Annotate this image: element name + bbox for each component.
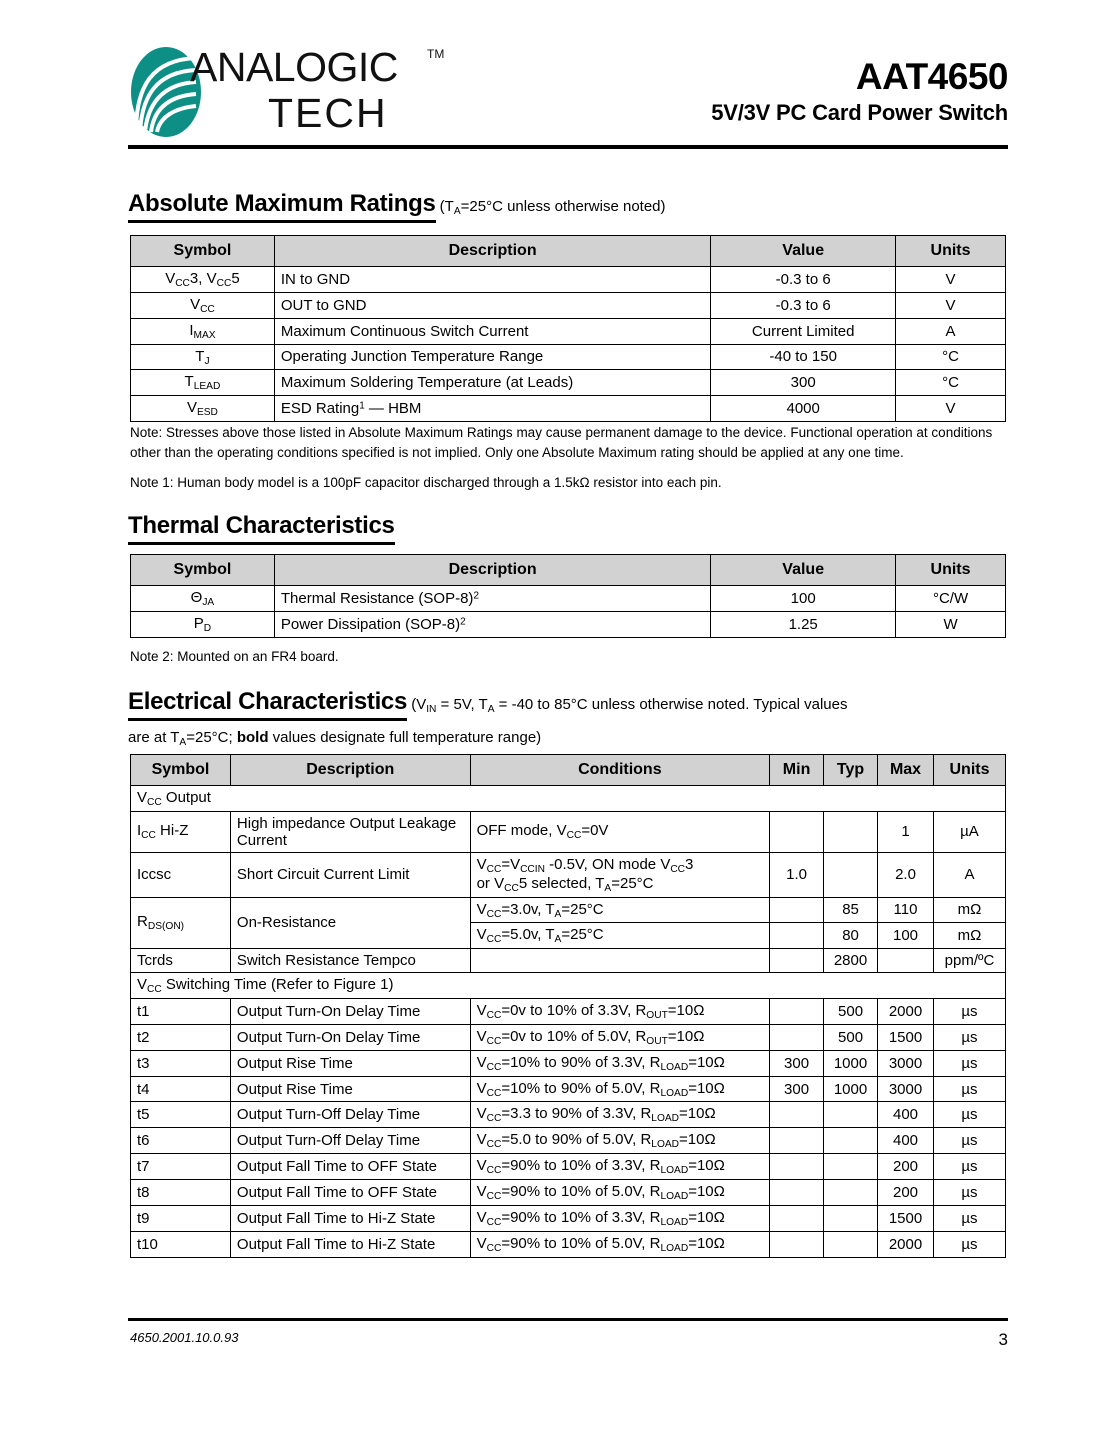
cell-typ (824, 1179, 878, 1205)
cell-conditions: $V_{CC}=0v$ to 10% of 5.0V, $R_{OUT}=10\Omega$ (470, 1024, 770, 1050)
table-row (131, 370, 1006, 396)
cell-description: On-Resistance (230, 897, 470, 949)
cell-min (770, 999, 824, 1025)
table-row (131, 897, 1006, 923)
table-row (131, 586, 1006, 612)
heading-thermal: Thermal Characteristics (128, 512, 395, 545)
cell-description: Short Circuit Current Limit (230, 852, 470, 897)
table-row (131, 999, 1006, 1025)
cell-symbol: t10 (131, 1231, 231, 1257)
cell-max: 400 (878, 1102, 934, 1128)
column-header: Symbol (131, 755, 231, 786)
cell-description: Power Dissipation $(SOP-8)^2$ (274, 611, 710, 637)
table-row (131, 1231, 1006, 1257)
cell-max: 2.0 (878, 852, 934, 897)
note-1: Note 1: Human body model is a 100pF capacitor discharged through a 1.5kΩ resistor into each pin. (130, 475, 722, 490)
cell-symbol: Iccsc (131, 852, 231, 897)
cell-symbol: $V_{CC}3$, $V_{CC}5$ (131, 267, 275, 293)
cell-conditions: $V_{CC}=V_{CCIN}$ -0.5V, ON mode $V_{CC}3$ or $V_{CC}5$ selected, $T_A=25^\circ C$ (470, 852, 770, 897)
cell-units: V (896, 292, 1006, 318)
cell-symbol: t4 (131, 1076, 231, 1102)
column-header: Units (896, 236, 1006, 267)
cell-symbol: $V_{ESD}$ (131, 396, 275, 422)
table-header-row (131, 236, 1006, 267)
cell-max: 3000 (878, 1076, 934, 1102)
cell-units: µs (933, 1024, 1005, 1050)
table-header-row (131, 555, 1006, 586)
table-row (131, 344, 1006, 370)
cell-units: µs (933, 1076, 1005, 1102)
cell-units: µA (933, 811, 1005, 852)
cell-symbol: t9 (131, 1205, 231, 1231)
note-2: Note 2: Mounted on an FR4 board. (130, 649, 339, 664)
cell-conditions: $V_{CC}=10\%$ to 90% of 3.3V, $R_{LOAD}=10\Omega$ (470, 1050, 770, 1076)
heading-electrical: Electrical Characteristics (128, 688, 407, 721)
cell-typ: 80 (824, 923, 878, 949)
cell-min: 1.0 (770, 852, 824, 897)
table-row (131, 396, 1006, 422)
cell-description: High impedance Output Leakage Current (230, 811, 470, 852)
table-row (131, 1179, 1006, 1205)
cell-symbol: $P_D$ (131, 611, 275, 637)
cell-description: ESD Rating$^1$ — HBM (274, 396, 710, 422)
cell-typ (824, 1128, 878, 1154)
electrical-table-wrap (130, 754, 1006, 1258)
cell-units: µs (933, 1154, 1005, 1180)
cell-description: Maximum Continuous Switch Current (274, 318, 710, 344)
cell-description: OUT to GND (274, 292, 710, 318)
logo-trademark-icon: TM (427, 47, 445, 61)
column-header: Max (878, 755, 934, 786)
cell-symbol: $T_J$ (131, 344, 275, 370)
cell-symbol: t3 (131, 1050, 231, 1076)
cell-description: Switch Resistance Tempco (230, 949, 470, 973)
cell-units: W (896, 611, 1006, 637)
cell-min (770, 1128, 824, 1154)
column-header: Conditions (470, 755, 770, 786)
cell-conditions: OFF mode, $V_{CC}=0V$ (470, 811, 770, 852)
cell-description: Thermal Resistance $(SOP-8)^2$ (274, 586, 710, 612)
cell-units: µs (933, 1231, 1005, 1257)
footer-page-number: 3 (998, 1330, 1008, 1349)
table-group-row (131, 973, 1006, 999)
heading-absolute-max: Absolute Maximum Ratings (128, 190, 436, 223)
cell-value: 1.25 (711, 611, 896, 637)
page-header (128, 38, 1008, 150)
cell-units: mΩ (933, 897, 1005, 923)
table-row (131, 1102, 1006, 1128)
cell-min (770, 1154, 824, 1180)
table-row (131, 1076, 1006, 1102)
cell-conditions: $V_{CC}=0v$ to 10% of 3.3V, $R_{OUT}=10\Omega$ (470, 999, 770, 1025)
column-header: Description (274, 555, 710, 586)
cell-max (878, 949, 934, 973)
cell-symbol: t2 (131, 1024, 231, 1050)
cell-max: 2000 (878, 1231, 934, 1257)
cell-symbol: $T_{LEAD}$ (131, 370, 275, 396)
cell-max: 110 (878, 897, 934, 923)
cell-max: 200 (878, 1154, 934, 1180)
footer-doc-id: 4650.2001.10.0.93 (130, 1330, 239, 1345)
company-logo (128, 42, 445, 150)
cell-max: 100 (878, 923, 934, 949)
cell-max: 200 (878, 1179, 934, 1205)
cell-description: Output Rise Time (230, 1076, 470, 1102)
column-header: Typ (824, 755, 878, 786)
logo-wordmark (190, 42, 445, 148)
table-row (131, 1050, 1006, 1076)
cell-value: Current Limited (711, 318, 896, 344)
cell-typ (824, 1231, 878, 1257)
table-header-row (131, 755, 1006, 786)
cell-max: 2000 (878, 999, 934, 1025)
column-header: Value (711, 555, 896, 586)
cell-min: 300 (770, 1076, 824, 1102)
heading-electrical-note-line1: ($V_{IN} = 5V$, $T_A = -40$ to 85°C unless otherwise noted. Typical values (407, 696, 848, 715)
cell-min (770, 923, 824, 949)
cell-description: Output Fall Time to Hi-Z State (230, 1231, 470, 1257)
absolute-max-table-wrap (130, 235, 1006, 422)
cell-value: -0.3 to 6 (711, 292, 896, 318)
cell-value: -0.3 to 6 (711, 267, 896, 293)
cell-min (770, 897, 824, 923)
column-header: Symbol (131, 236, 275, 267)
cell-min (770, 1024, 824, 1050)
cell-conditions: $V_{CC}=3.0v$, $T_A=25^\circ C$ (470, 897, 770, 923)
cell-units: ppm/ºC (933, 949, 1005, 973)
cell-units: µs (933, 1102, 1005, 1128)
cell-symbol: $I_{MAX}$ (131, 318, 275, 344)
cell-description: IN to GND (274, 267, 710, 293)
cell-typ: 1000 (824, 1050, 878, 1076)
cell-conditions: $V_{CC}=90\%$ to 10% of 3.3V, $R_{LOAD}=10\Omega$ (470, 1154, 770, 1180)
cell-units: µs (933, 1050, 1005, 1076)
cell-typ: 500 (824, 999, 878, 1025)
cell-min (770, 1179, 824, 1205)
cell-value: -40 to 150 (711, 344, 896, 370)
cell-typ: 2800 (824, 949, 878, 973)
cell-value: 100 (711, 586, 896, 612)
cell-description: Output Rise Time (230, 1050, 470, 1076)
cell-units: °C/W (896, 586, 1006, 612)
cell-value: 300 (711, 370, 896, 396)
column-header: Units (933, 755, 1005, 786)
cell-units: V (896, 267, 1006, 293)
section-absolute-maximum-ratings (128, 190, 1008, 223)
cell-units: µs (933, 1205, 1005, 1231)
electrical-table (130, 754, 1006, 1258)
cell-typ (824, 852, 878, 897)
cell-symbol: $R_{DS(ON)}$ (131, 897, 231, 949)
cell-typ (824, 811, 878, 852)
cell-units: µs (933, 1128, 1005, 1154)
note-absolute-max: Note: Stresses above those listed in Absolute Maximum Ratings may cause permanent damage to the device. Functional operation at conditions other than the operating conditions specified is not implied. Only one Absolute Maximum rating should be applied at any one time. (130, 425, 993, 460)
cell-min (770, 1231, 824, 1257)
cell-min (770, 949, 824, 973)
table-row (131, 949, 1006, 973)
cell-max: 1500 (878, 1024, 934, 1050)
footer-divider (128, 1318, 1008, 1321)
table-row (131, 811, 1006, 852)
column-header: Description (274, 236, 710, 267)
cell-conditions: $V_{CC}=90\%$ to 10% of 3.3V, $R_{LOAD}=10\Omega$ (470, 1205, 770, 1231)
column-header: Symbol (131, 555, 275, 586)
cell-conditions: $V_{CC}=90\%$ to 10% of 5.0V, $R_{LOAD}=10\Omega$ (470, 1231, 770, 1257)
table-row (131, 1154, 1006, 1180)
cell-symbol: t1 (131, 999, 231, 1025)
cell-max: 1 (878, 811, 934, 852)
column-header: Units (896, 555, 1006, 586)
cell-symbol: $\Theta_{JA}$ (131, 586, 275, 612)
cell-description: Output Turn-Off Delay Time (230, 1128, 470, 1154)
thermal-table (130, 554, 1006, 638)
column-header: Value (711, 236, 896, 267)
cell-symbol: t8 (131, 1179, 231, 1205)
table-row (131, 1205, 1006, 1231)
cell-typ (824, 1102, 878, 1128)
table-row (131, 611, 1006, 637)
cell-description: Output Fall Time to OFF State (230, 1179, 470, 1205)
header-divider (128, 145, 1008, 149)
cell-typ (824, 1154, 878, 1180)
cell-units: µs (933, 999, 1005, 1025)
heading-absolute-max-note: ($T_A=25^\circ C$ unless otherwise noted) (435, 198, 666, 217)
cell-min (770, 811, 824, 852)
cell-description: Output Fall Time to OFF State (230, 1154, 470, 1180)
thermal-table-wrap (130, 554, 1006, 638)
cell-description: Output Fall Time to Hi-Z State (230, 1205, 470, 1231)
cell-symbol: t5 (131, 1102, 231, 1128)
cell-typ: 1000 (824, 1076, 878, 1102)
section-thermal-characteristics (128, 512, 1008, 545)
cell-description: Maximum Soldering Temperature (at Leads) (274, 370, 710, 396)
cell-typ (824, 1205, 878, 1231)
cell-conditions: $V_{CC}=3.3$ to 90% of 3.3V, $R_{LOAD}=10\Omega$ (470, 1102, 770, 1128)
absolute-max-table (130, 235, 1006, 422)
cell-conditions: $V_{CC}=5.0v$, $T_A=25^\circ C$ (470, 923, 770, 949)
cell-description: Output Turn-Off Delay Time (230, 1102, 470, 1128)
cell-max: 1500 (878, 1205, 934, 1231)
heading-electrical-note-line2: are at $T_A=25^\circ C$; bold values designate full temperature range) (128, 729, 542, 748)
cell-units: °C (896, 344, 1006, 370)
cell-units: A (896, 318, 1006, 344)
cell-min (770, 1102, 824, 1128)
cell-conditions: $V_{CC}=90\%$ to 10% of 5.0V, $R_{LOAD}=10\Omega$ (470, 1179, 770, 1205)
cell-description: Output Turn-On Delay Time (230, 1024, 470, 1050)
column-header: Description (230, 755, 470, 786)
table-group-row (131, 786, 1006, 812)
part-subtitle: 5V/3V PC Card Power Switch (711, 100, 1008, 125)
cell-description: Operating Junction Temperature Range (274, 344, 710, 370)
table-row (131, 318, 1006, 344)
cell-min: 300 (770, 1050, 824, 1076)
cell-units: mΩ (933, 923, 1005, 949)
table-row (131, 267, 1006, 293)
cell-units: °C (896, 370, 1006, 396)
cell-symbol: t7 (131, 1154, 231, 1180)
cell-symbol: t6 (131, 1128, 231, 1154)
cell-group-label: $V_{CC}$ Output (131, 786, 1006, 812)
cell-min (770, 1205, 824, 1231)
cell-typ: 85 (824, 897, 878, 923)
cell-conditions: $V_{CC}=10\%$ to 90% of 5.0V, $R_{LOAD}=10\Omega$ (470, 1076, 770, 1102)
table-row (131, 292, 1006, 318)
section-electrical-characteristics (128, 688, 1008, 748)
column-header: Min (770, 755, 824, 786)
cell-symbol: $I_{CC}$ Hi-Z (131, 811, 231, 852)
table-row (131, 1128, 1006, 1154)
cell-units: V (896, 396, 1006, 422)
cell-conditions (470, 949, 770, 973)
cell-max: 3000 (878, 1050, 934, 1076)
cell-description: Output Turn-On Delay Time (230, 999, 470, 1025)
cell-value: 4000 (711, 396, 896, 422)
cell-max: 400 (878, 1128, 934, 1154)
cell-units: A (933, 852, 1005, 897)
cell-typ: 500 (824, 1024, 878, 1050)
cell-units: µs (933, 1179, 1005, 1205)
table-row (131, 852, 1006, 897)
cell-symbol: Tcrds (131, 949, 231, 973)
logo-text-analogic: ANALOGIC (190, 44, 398, 90)
table-row (131, 1024, 1006, 1050)
cell-group-label: $V_{CC}$ Switching Time (Refer to Figure 1) (131, 973, 1006, 999)
logo-text-tech: TECH (268, 90, 388, 136)
cell-conditions: $V_{CC}=5.0$ to 90% of 5.0V, $R_{LOAD}=10\Omega$ (470, 1128, 770, 1154)
cell-symbol: $V_{CC}$ (131, 292, 275, 318)
part-number: AAT4650 (855, 56, 1008, 97)
